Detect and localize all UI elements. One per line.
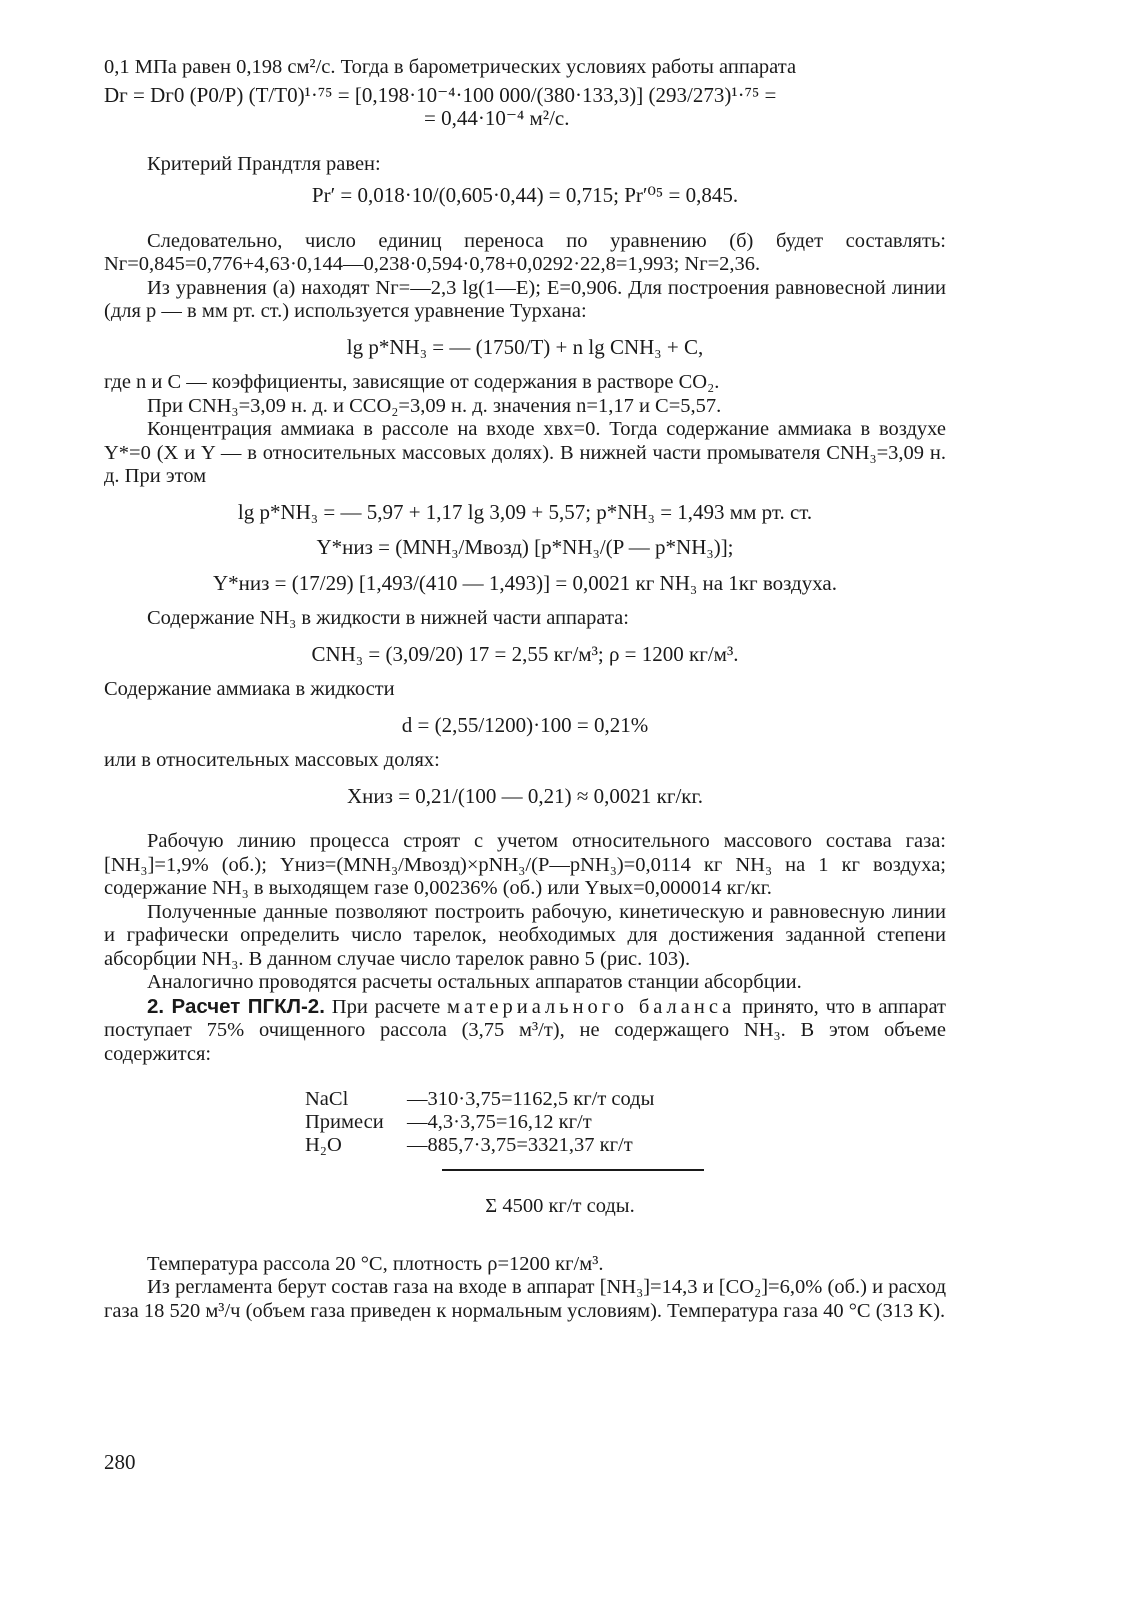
formula-ammonia-liquid: CNH₃ = (3,09/20) 17 = 2,55 кг/м³; ρ = 1200 кг/м³. bbox=[311, 641, 739, 666]
page-number: 280 bbox=[104, 1450, 136, 1474]
paragraph-analogous: Аналогично проводятся расчеты остальных аппаратов станции абсорбции. bbox=[147, 971, 802, 993]
paragraph-working-line: Рабочую линию процесса строят с учетом относительного массового состава газа: [NH₃]=1,9% (об.); Yниз=(MNH₃/Mвозд)×pNH₃/(P—pNH₃)=0,0114 кг NH₃ на 1 кг воздуха; содержание NH₃ в выходящем газе 0,00236% (об.) или Yвых=0,000014 кг/кг. bbox=[104, 830, 946, 899]
table-row: Примеси —4,3·3,75=16,12 кг/т bbox=[305, 1111, 592, 1133]
paragraph-coefficients: где n и C — коэффициенты, зависящие от содержания в растворе CO₂. bbox=[104, 371, 720, 393]
formula-percent: d = (2,55/1200)·100 = 0,21% bbox=[401, 712, 649, 737]
paragraph-ammonia-liquid: Содержание аммиака в жидкости bbox=[104, 678, 395, 700]
section-heading: 2. Расчет ПГКЛ-2. bbox=[147, 994, 325, 1018]
paragraph-brine-temperature: Температура рассола 20 °C, плотность ρ=1200 кг/м³. bbox=[147, 1252, 604, 1275]
paragraph-pgkl: 2. Расчет ПГКЛ-2. При расчете материального баланса принято, что в аппарат поступает 75% очищенного рассола (3,75 м³/т), не содержащего NH₃. В этом объеме содержится: bbox=[104, 994, 946, 1065]
paragraph-equilibrium-line: Из уравнения (а) находят Nг=—2,3 lg(1—E); E=0,906. Для построения равновесной линии (для p — в мм рт. ст.) используется уравнение Турхана: bbox=[104, 276, 946, 322]
formula-y-bottom: Y*низ = (MNH₃/Mвозд) [p*NH₃/(P — p*NH₃)]; bbox=[316, 535, 734, 559]
formula-y-bottom-value: Y*низ = (17/29) [1,493/(410 — 1,493)] = 0,0021 кг NH₃ на 1кг воздуха. bbox=[212, 570, 837, 595]
paragraph-diffusion: 0,1 МПа равен 0,198 см²/с. Тогда в барометрических условиях работы аппарата bbox=[104, 56, 797, 78]
formula-turkhan: lg p*NH₃ = — (1750/T) + n lg CNH₃ + C, bbox=[346, 334, 704, 359]
paragraph-ammonia-concentration: Концентрация аммиака в рассоле на входе xвх=0. Тогда содержание аммиака в воздухе Y*=0 (X и Y — в относительных массовых долях). В нижней части промывателя CNH₃=3,09 н. д. При этом bbox=[104, 418, 946, 487]
formula-x-bottom: Xниз = 0,21/(100 — 0,21) ≈ 0,0021 кг/кг. bbox=[347, 783, 703, 808]
composition-table bbox=[305, 1088, 654, 1157]
paragraph-relative-fractions: или в относительных массовых долях: bbox=[104, 749, 440, 771]
page-body bbox=[104, 56, 946, 1323]
paragraph-gas-composition: Из регламента берут состав газа на входе в аппарат [NH₃]=14,3 и [CO₂]=6,0% (об.) и расход газа 18 520 м³/ч (объем газа приведен к нормальным условиям). Температура газа 40 °C (313 K). bbox=[104, 1276, 946, 1322]
total-sum: Σ 4500 кг/т соды. bbox=[485, 1195, 635, 1217]
formula-prandtl: Pr′ = 0,018·10/(0,605·0,44) = 0,715; Pr′⁰⁵ = 0,845. bbox=[311, 183, 739, 207]
spaced-term: материального баланса bbox=[447, 995, 736, 1018]
paragraph-coefficient-values: При CNH₃=3,09 н. д. и CCO₂=3,09 н. д. значения n=1,17 и C=5,57. bbox=[147, 394, 722, 417]
paragraph-prandtl: Критерий Прандтля равен: bbox=[147, 152, 381, 175]
formula-diffusion-coefficient: Dг = Dг0 (P0/P) (T/T0)¹·⁷⁵ = [0,198·10⁻⁴·100 000/(380·133,3)] (293/273)¹·⁷⁵ = bbox=[104, 82, 777, 107]
table-row: NaCl —310·3,75=1162,5 кг/т соды bbox=[305, 1088, 655, 1110]
sum-divider bbox=[442, 1169, 704, 1171]
paragraph-transfer-units: Следовательно, число единиц переноса по уравнению (б) будет составлять: Nг=0,845=0,776+4,63·0,144—0,238·0,594·0,78+0,0292·22,8=1,993; Nг=2,36. bbox=[104, 229, 946, 275]
table-row: H₂O —885,7·3,75=3321,37 кг/т bbox=[305, 1134, 633, 1156]
formula-diffusion-result: = 0,44·10⁻⁴ м²/с. bbox=[424, 106, 570, 130]
formula-partial-pressure: lg p*NH₃ = — 5,97 + 1,17 lg 3,09 + 5,57; p*NH₃ = 1,493 мм рт. ст. bbox=[237, 499, 813, 524]
paragraph-plates: Полученные данные позволяют построить рабочую, кинетическую и равновесную линии и графически определить число тарелок, необходимых для достижения заданной степени абсорбции NH₃. В данном случае число тарелок равно 5 (рис. 103). bbox=[104, 900, 946, 970]
paragraph-liquid-content: Содержание NH₃ в жидкости в нижней части аппарата: bbox=[147, 607, 629, 629]
